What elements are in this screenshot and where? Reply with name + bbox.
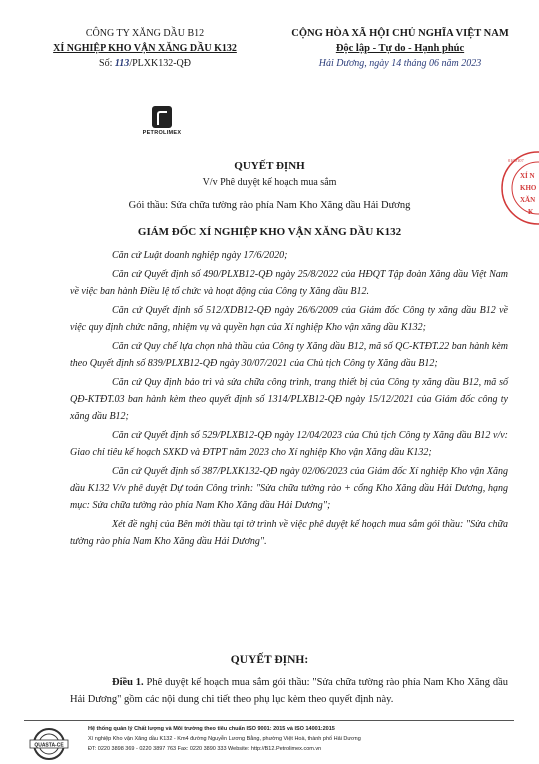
footer-logo-text: QUASTA-CE [34, 742, 64, 749]
footer-info [88, 724, 518, 754]
article-1 [70, 674, 508, 708]
legal-basis-item: Căn cứ Quy chế lựa chọn nhà thầu của Công ty Xăng dầu B12, mã số QC-KTĐT.22 ban hành kèm theo Quyết định số 839/PLXB12-QĐ ngày 30/07/2021 của Chủ tịch Công ty Xăng dầu B12; [70, 341, 508, 369]
svg-text:K: K [528, 208, 534, 216]
document-subject: V/v Phê duyệt kế hoạch mua sắm [202, 177, 337, 188]
country-name: CỘNG HÒA XÃ HỘI CHỦ NGHĨA VIỆT NAM [291, 28, 509, 39]
legal-basis-item: Căn cứ Quyết định số 490/PLXB12-QĐ ngày 25/8/2022 của HĐQT Tập đoàn Xăng dầu Việt Nam về việc ban hành Điều lệ tổ chức và hoạt động của Công ty Xăng dầu B12. [70, 269, 508, 297]
company-name: CÔNG TY XĂNG DẦU B12 [85, 28, 205, 39]
package-name: Gói thầu: Sửa chữa tường rào phía Nam Kho Xăng dầu Hải Dương [128, 200, 411, 211]
decision-heading: QUYẾT ĐỊNH: [230, 654, 309, 666]
svg-text:XÍ N: XÍ N [520, 172, 535, 180]
footer-iso-line: Hệ thống quản lý Chất lượng và Môi trường theo tiêu chuẩn ISO 9001: 2015 và ISO 14001:2015 [88, 726, 335, 732]
issuer-block [40, 26, 250, 71]
national-header [285, 26, 515, 71]
article-text: Phê duyệt kế hoạch mua sắm gói thầu: "Sửa chữa tường rào phía Nam Kho Xăng dầu Hải Dương" gồm các nội dung chi tiết theo phụ lục kèm theo quyết định này. [70, 677, 509, 705]
enterprise-name: XÍ NGHIỆP KHO VẬN XĂNG DẦU K132 [53, 43, 237, 54]
svg-text:0100107: 0100107 [508, 158, 524, 163]
legal-bases [70, 247, 508, 552]
place-date: Hải Dương, ngày 14 tháng 06 năm 2023 [318, 58, 482, 69]
legal-basis-item: Xét đề nghị của Bên mời thầu tại tờ trình về việc phê duyệt kế hoạch mua sắm gói thầu: "Sửa chữa tường rào phía Nam Kho Xăng dầu Hải Dương". [70, 519, 508, 547]
document-title: QUYẾT ĐỊNH [234, 160, 305, 172]
document-number: Số: 113/PLXK132-QĐ [99, 58, 191, 69]
issuing-authority: GIÁM ĐỐC XÍ NGHIỆP KHO VẬN XĂNG DẦU K132 [137, 226, 402, 238]
footer-contact: ĐT: 0220 3898 369 - 0220 3897 763 Fax: 0220 3890 333 Website: http://B12.Petrolimex.com.vn [88, 746, 322, 752]
legal-basis-item: Căn cứ Luật doanh nghiệp ngày 17/6/2020; [112, 250, 288, 261]
article-label: Điều 1. [112, 677, 144, 688]
legal-basis-item: Căn cứ Quyết định số 387/PLXK132-QĐ ngày 02/06/2023 của Giám đốc Xí nghiệp Kho vận Xăng dầu K132 V/v phê duyệt Dự toán Công trình: "Sửa chữa tường rào + cổng Kho Xăng dầu Hải Dương, hạng mục: Sửa chữa tường rào phía Nam Kho Xăng dầu Hải Dương"; [70, 466, 508, 511]
svg-text:XĂN: XĂN [520, 196, 536, 204]
legal-basis-item: Căn cứ Quyết định số 529/PLXB12-QĐ ngày 12/04/2023 của Chủ tịch Công ty Xăng dầu B12 v/v: Giao chỉ tiêu kế hoạch SXKD và ĐTPT năm 2023 cho Xí nghiệp Kho vận Xăng dầu K132; [70, 430, 508, 458]
footer-address: Xí nghiệp Kho vận Xăng dầu K132 - Km4 đường Nguyễn Lương Bằng, phường Việt Hoà, thành phố Hải Dương [88, 736, 361, 742]
petrolimex-logo [137, 106, 187, 136]
quasta-certification-logo [28, 727, 70, 761]
svg-text:KHO: KHO [520, 184, 537, 192]
legal-basis-item: Căn cứ Quyết định số 512/XDB12-QĐ ngày 26/6/2009 của Giám đốc Công ty xăng dầu B12 về việc quy định chức năng, nhiệm vụ và quyền hạn của Xí nghiệp Kho vận xăng dầu K132; [70, 305, 508, 333]
logo-text: PETROLIMEX [142, 130, 182, 136]
legal-basis-item: Căn cứ Quy định bảo trì và sửa chữa công trình, trang thiết bị của Công ty xăng dầu B12, mã số QĐ-KTĐT.03 ban hành kèm theo quyết định số 1314/PLXB12-QĐ ngày 15/12/2021 của Giám đốc công ty xăng dầu B12; [70, 377, 508, 422]
national-motto: Độc lập - Tự do - Hạnh phúc [335, 43, 465, 54]
handwritten-number: 113 [114, 58, 130, 69]
footer-divider [24, 720, 514, 721]
petrolimex-emblem-icon [152, 106, 172, 128]
